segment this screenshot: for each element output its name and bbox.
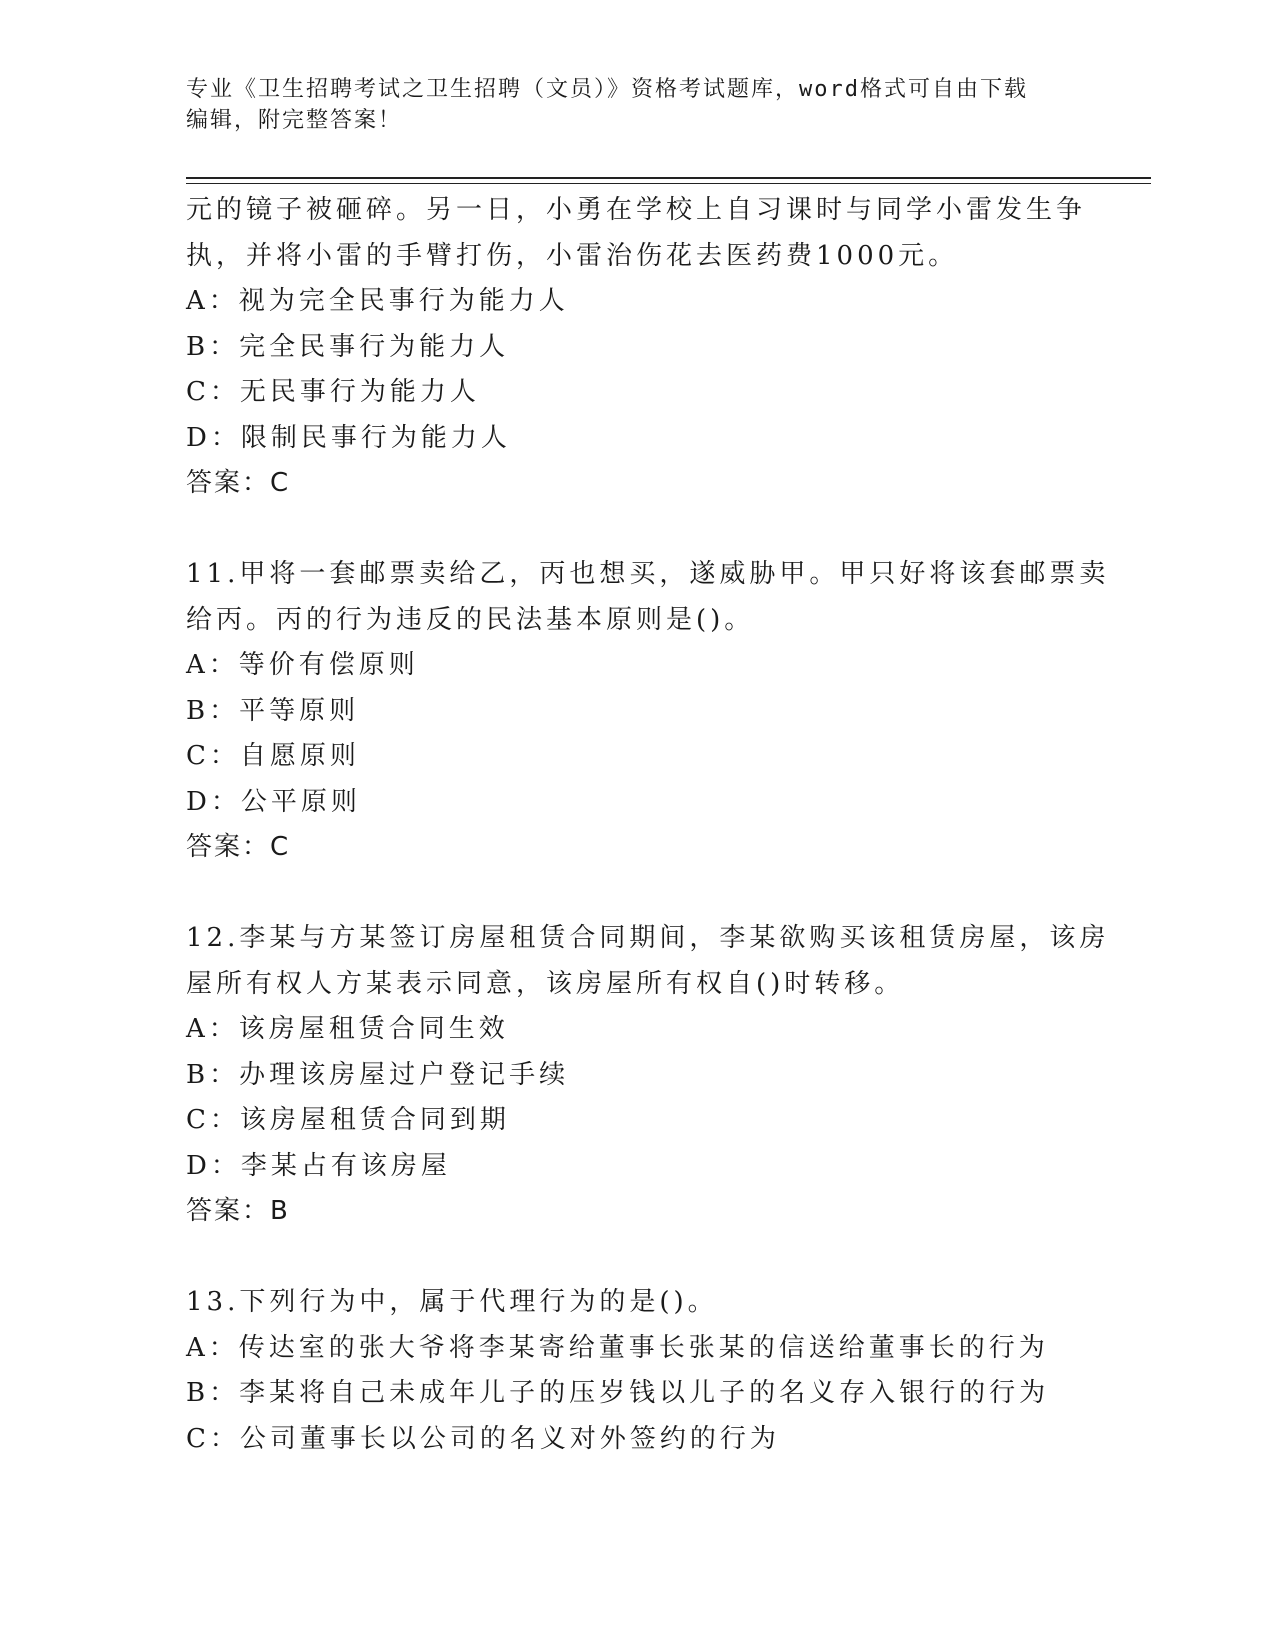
question-block-11 <box>186 552 1110 871</box>
option-a: A：该房屋租赁合同生效 <box>186 1014 509 1044</box>
question-block-carryover <box>186 188 1086 507</box>
option-d: D：公平原则 <box>186 786 361 817</box>
question-stem: 12.李某与方某签订房屋租赁合同期间，李某欲购买该租赁房屋，该房 <box>186 923 1110 953</box>
question-stem: 元的镜子被砸碎。另一日，小勇在学校上自习课时与同学小雷发生争 <box>186 195 1087 225</box>
header-line: 专业《卫生招聘考试之卫生招聘（文员）》资格考试题库，word格式可自由下载 <box>186 77 1028 102</box>
option-b: B：办理该房屋过户登记手续 <box>186 1059 570 1090</box>
header-line: 编辑，附完整答案！ <box>186 108 403 133</box>
question-block-12 <box>186 916 1110 1235</box>
spacer <box>186 1235 1086 1281</box>
question-block-13 <box>186 1280 1086 1462</box>
option-c: C：无民事行为能力人 <box>186 377 480 407</box>
page-header <box>186 74 1086 136</box>
header-divider-thick <box>186 177 1151 179</box>
question-stem: 11.甲将一套邮票卖给乙，丙也想买，遂威胁甲。甲只好将该套邮票卖 <box>186 559 1110 589</box>
option-c: C：自愿原则 <box>186 741 360 771</box>
document-body <box>186 188 1110 1462</box>
option-a: A：等价有偿原则 <box>186 650 419 680</box>
option-a: A：传达室的张大爷将李某寄给董事长张某的信送给董事长的行为 <box>186 1332 1049 1363</box>
question-stem: 给丙。丙的行为违反的民法基本原则是()。 <box>186 604 755 635</box>
option-d: D：李某占有该房屋 <box>186 1150 451 1181</box>
question-stem: 13.下列行为中，属于代理行为的是()。 <box>186 1287 718 1317</box>
option-c: C：该房屋租赁合同到期 <box>186 1105 510 1135</box>
option-b: B：完全民事行为能力人 <box>186 331 510 362</box>
answer-line: 答案：C <box>186 832 291 862</box>
option-d: D：限制民事行为能力人 <box>186 422 511 453</box>
answer-line: 答案：C <box>186 468 291 498</box>
spacer <box>186 871 1086 917</box>
spacer <box>186 507 1086 553</box>
option-a: A：视为完全民事行为能力人 <box>186 286 569 316</box>
question-stem: 执，并将小雷的手臂打伤，小雷治伤花去医药费1000元。 <box>186 240 959 271</box>
question-stem: 屋所有权人方某表示同意，该房屋所有权自()时转移。 <box>186 968 905 999</box>
option-b: B：平等原则 <box>186 695 360 726</box>
option-c: C：公司董事长以公司的名义对外签约的行为 <box>186 1423 780 1454</box>
header-divider-thin <box>186 183 1151 184</box>
option-b: B：李某将自己未成年儿子的压岁钱以儿子的名义存入银行的行为 <box>186 1378 1050 1408</box>
answer-line: 答案：B <box>186 1196 290 1226</box>
